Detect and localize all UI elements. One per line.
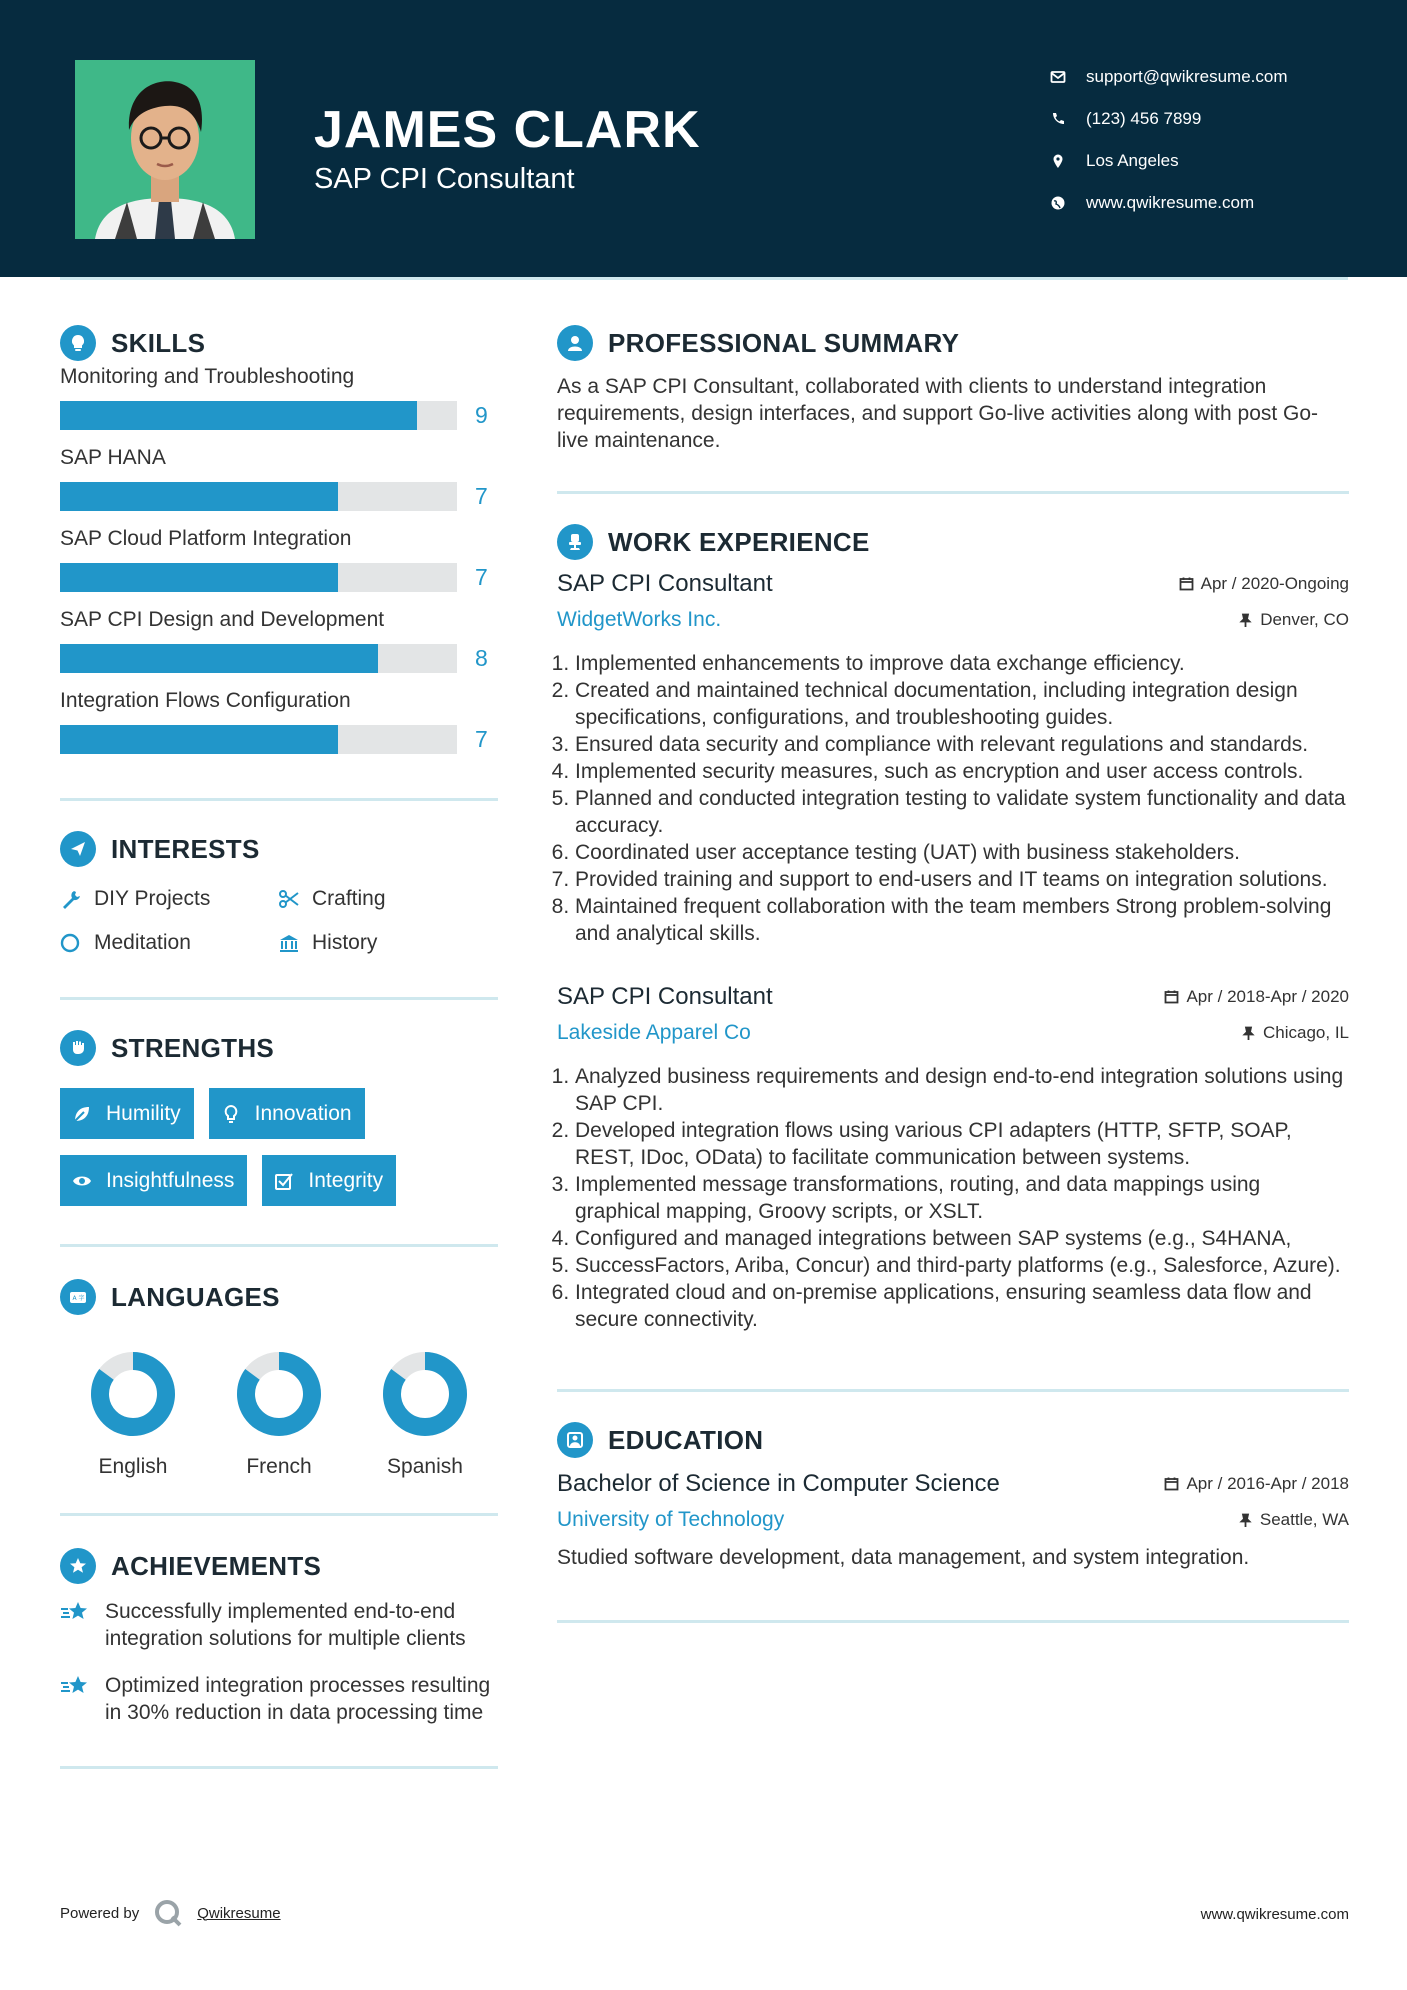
contact-email-text: support@qwikresume.com	[1086, 67, 1288, 86]
contact-website-text: www.qwikresume.com	[1086, 193, 1255, 212]
strength-label: Innovation	[254, 1101, 352, 1125]
language-item	[352, 1351, 498, 1479]
skill-bar-fill	[60, 482, 338, 511]
paper-plane-icon	[60, 831, 96, 867]
job-location-text: Chicago, IL	[1263, 1023, 1349, 1042]
degree-title: Bachelor of Science in Computer Science	[557, 1470, 1000, 1497]
interests-title: INTERESTS	[111, 833, 260, 864]
contact-phone-text: (123) 456 7899	[1086, 109, 1202, 128]
company-name: Lakeside Apparel Co	[557, 1021, 751, 1044]
map-pin-icon	[1050, 153, 1086, 169]
section-divider	[60, 1766, 498, 1769]
footer-powered-by	[60, 1898, 281, 1928]
star-badge-icon	[60, 1548, 96, 1584]
section-divider	[557, 1620, 1349, 1623]
job-entry	[557, 570, 1349, 947]
strength-chip	[209, 1088, 365, 1139]
duty-item: 4. Implemented security measures, such as encryption and user access controls.	[575, 758, 1349, 785]
section-divider	[60, 1244, 498, 1247]
education-entry	[557, 1470, 1349, 1570]
contact-location	[1050, 140, 1380, 182]
job-date-text: Apr / 2018-Apr / 2020	[1186, 986, 1349, 1006]
footer-website[interactable]: www.qwikresume.com	[1200, 1906, 1349, 1923]
skill-bar	[60, 725, 457, 754]
strength-label: Humility	[106, 1101, 181, 1125]
language-label: English	[98, 1455, 168, 1478]
interest-item	[278, 887, 496, 911]
contact-location-text: Los Angeles	[1086, 151, 1179, 170]
strengths-heading	[60, 1030, 498, 1066]
qwikresume-logo-icon	[153, 1898, 183, 1928]
interests-heading	[60, 831, 498, 867]
skills-heading	[60, 325, 498, 361]
skill-name: SAP HANA	[60, 446, 166, 469]
skill-name: Integration Flows Configuration	[60, 689, 351, 712]
strength-chip	[60, 1155, 247, 1206]
interest-label: DIY Projects	[94, 887, 211, 910]
achievement-text: Optimized integration processes resulting in 30% reduction in data processing time	[105, 1674, 491, 1724]
language-item	[60, 1351, 206, 1479]
skill-bar	[60, 644, 457, 673]
fist-icon	[60, 1030, 96, 1066]
duty-item: 6. Coordinated user acceptance testing (UAT) with business stakeholders.	[575, 839, 1349, 866]
strength-label: Integrity	[308, 1168, 384, 1192]
user-icon	[557, 325, 593, 361]
language-donut	[382, 1351, 468, 1437]
job-location-text: Denver, CO	[1260, 610, 1349, 629]
section-divider	[60, 997, 498, 1000]
powered-by-text: Powered by	[60, 1904, 140, 1922]
skill-item	[60, 608, 498, 673]
language-donut	[236, 1351, 322, 1437]
languages-list	[60, 1351, 498, 1479]
interest-item	[278, 931, 496, 955]
languages-heading	[60, 1279, 498, 1315]
skill-value: 8	[475, 645, 488, 671]
globe-icon	[1050, 195, 1086, 211]
skill-bar	[60, 401, 457, 430]
skill-bar	[60, 482, 457, 511]
section-divider	[60, 1513, 498, 1516]
pushpin-icon	[1241, 1026, 1256, 1041]
languages-title: LANGUAGES	[111, 1281, 280, 1312]
job-date	[1179, 574, 1349, 594]
pushpin-icon	[1238, 1513, 1253, 1528]
job-date-text: Apr / 2020-Ongoing	[1200, 573, 1349, 593]
circle-icon	[60, 932, 94, 954]
job-location	[1241, 1023, 1349, 1043]
skill-bar-fill	[60, 725, 338, 754]
lightbulb-icon	[221, 1104, 241, 1124]
education-location-text: Seattle, WA	[1259, 1510, 1349, 1529]
summary-title: PROFESSIONAL SUMMARY	[608, 327, 960, 358]
skill-item	[60, 365, 498, 430]
eye-icon	[72, 1171, 92, 1191]
star-icon	[60, 1672, 105, 1726]
skill-name: SAP CPI Design and Development	[60, 608, 385, 631]
section-divider	[557, 491, 1349, 494]
star-icon	[60, 1598, 105, 1652]
envelope-icon	[1050, 69, 1086, 85]
strength-chip	[60, 1088, 194, 1139]
pushpin-icon	[1238, 613, 1253, 628]
scissors-icon	[278, 888, 312, 910]
candidate-role: SAP CPI Consultant	[314, 163, 575, 195]
skill-value: 7	[475, 564, 488, 590]
strengths-title: STRENGTHS	[111, 1032, 275, 1063]
profile-photo	[75, 60, 255, 239]
language-item	[206, 1351, 352, 1479]
skill-bar	[60, 563, 457, 592]
achievement-item	[60, 1672, 498, 1726]
interest-item	[60, 887, 278, 911]
contact-website[interactable]	[1050, 182, 1380, 224]
duty-item: 5. Planned and conducted integration testing to validate system functionality and data accuracy.	[575, 785, 1349, 839]
interest-label: History	[312, 931, 378, 954]
left-column	[60, 325, 498, 1769]
skill-item	[60, 689, 498, 754]
duty-list	[557, 1063, 1349, 1333]
svg-text:A 字: A 字	[72, 1295, 85, 1302]
leaf-icon	[72, 1104, 92, 1124]
museum-icon	[278, 932, 312, 954]
contact-phone[interactable]	[1050, 98, 1380, 140]
job-location	[1238, 610, 1349, 630]
education-date-text: Apr / 2016-Apr / 2018	[1186, 1473, 1349, 1493]
interest-item	[60, 931, 278, 955]
education-title: EDUCATION	[608, 1424, 764, 1455]
job-title: SAP CPI Consultant	[557, 570, 773, 597]
office-chair-icon	[557, 524, 593, 560]
skill-bar-fill	[60, 401, 417, 430]
contact-list	[1050, 56, 1380, 224]
contact-email[interactable]	[1050, 56, 1380, 98]
achievement-item	[60, 1598, 498, 1652]
skill-name: Monitoring and Troubleshooting	[60, 365, 355, 388]
calendar-icon	[1164, 989, 1179, 1004]
education-location	[1238, 1510, 1349, 1530]
skill-item	[60, 446, 498, 511]
strength-label: Insightfulness	[106, 1168, 235, 1192]
language-label: French	[246, 1455, 312, 1478]
duty-item: 8. Maintained frequent collaboration with the team members Strong problem-solving and analytical skills.	[575, 893, 1349, 947]
duty-item: 5. SuccessFactors, Ariba, Concur) and third-party platforms (e.g., Salesforce, Azure).	[575, 1252, 1349, 1279]
duty-item: 1. Implemented enhancements to improve data exchange efficiency.	[575, 650, 1349, 677]
graduate-icon	[557, 1422, 593, 1458]
language-donut	[90, 1351, 176, 1437]
calendar-icon	[1179, 576, 1194, 591]
strengths-list	[60, 1088, 498, 1206]
duty-item: 2. Developed integration flows using various CPI adapters (HTTP, SFTP, SOAP, REST, IDoc, OData) to facilitate communication between systems.	[575, 1117, 1349, 1171]
right-column	[557, 325, 1349, 1623]
achievement-text: Successfully implemented end-to-end integration solutions for multiple clients	[105, 1600, 466, 1650]
lightbulb-icon	[60, 325, 96, 361]
education-description: Studied software development, data management, and system integration.	[557, 1546, 1250, 1569]
interests-list	[60, 887, 498, 955]
strength-chip	[262, 1155, 396, 1206]
skill-bar-fill	[60, 644, 378, 673]
duty-item: 3. Ensured data security and compliance with relevant regulations and standards.	[575, 731, 1349, 758]
school-name: University of Technology	[557, 1508, 785, 1531]
duty-item: 4. Configured and managed integrations between SAP systems (e.g., S4HANA,	[575, 1225, 1349, 1252]
summary-text: As a SAP CPI Consultant, collaborated with clients to understand integration requirements, design interfaces, and support Go-live activities along with post Go-live maintenance.	[557, 375, 1319, 452]
skill-bar-fill	[60, 563, 338, 592]
skill-name: SAP Cloud Platform Integration	[60, 527, 352, 550]
achievements-title: ACHIEVEMENTS	[111, 1550, 322, 1581]
education-heading	[557, 1422, 1349, 1458]
duty-item: 6. Integrated cloud and on-premise applications, ensuring seamless data flow and secure connectivity.	[575, 1279, 1349, 1333]
job-date	[1164, 987, 1349, 1007]
brand-link[interactable]: Qwikresume	[197, 1904, 281, 1922]
candidate-name: JAMES CLARK	[314, 101, 701, 159]
duty-item: 1. Analyzed business requirements and design end-to-end integration solutions using SAP CPI.	[575, 1063, 1349, 1117]
experience-heading	[557, 524, 1349, 560]
calendar-icon	[1164, 1476, 1179, 1491]
language-label: Spanish	[387, 1455, 463, 1478]
skills-title: SKILLS	[111, 327, 206, 358]
section-divider	[557, 1389, 1349, 1392]
job-entry	[557, 983, 1349, 1333]
education-date	[1164, 1474, 1349, 1494]
duty-item: 7. Provided training and support to end-users and IT teams on integration solutions.	[575, 866, 1349, 893]
summary-heading	[557, 325, 1349, 361]
duty-item: 3. Implemented message transformations, routing, and data mappings using graphical mapping, Groovy scripts, or XSLT.	[575, 1171, 1349, 1225]
achievements-list	[60, 1598, 498, 1726]
skill-item	[60, 527, 498, 592]
header-divider	[60, 277, 1348, 280]
achievements-heading	[60, 1548, 498, 1584]
resume-header	[0, 0, 1407, 277]
section-divider	[60, 798, 498, 801]
skill-value: 9	[475, 402, 488, 428]
interest-label: Crafting	[312, 887, 386, 910]
interest-label: Meditation	[94, 931, 191, 954]
checkbox-icon	[274, 1171, 294, 1191]
skill-value: 7	[475, 726, 488, 752]
phone-icon	[1050, 111, 1086, 127]
translate-icon	[60, 1279, 96, 1315]
skills-list	[60, 365, 498, 754]
duty-list	[557, 650, 1349, 947]
wrench-icon	[60, 888, 94, 910]
company-name: WidgetWorks Inc.	[557, 608, 722, 631]
job-title: SAP CPI Consultant	[557, 983, 773, 1010]
duty-item: 2. Created and maintained technical documentation, including integration design specifications, configurations, and troubleshooting guides.	[575, 677, 1349, 731]
skill-value: 7	[475, 483, 488, 509]
experience-title: WORK EXPERIENCE	[608, 526, 870, 557]
